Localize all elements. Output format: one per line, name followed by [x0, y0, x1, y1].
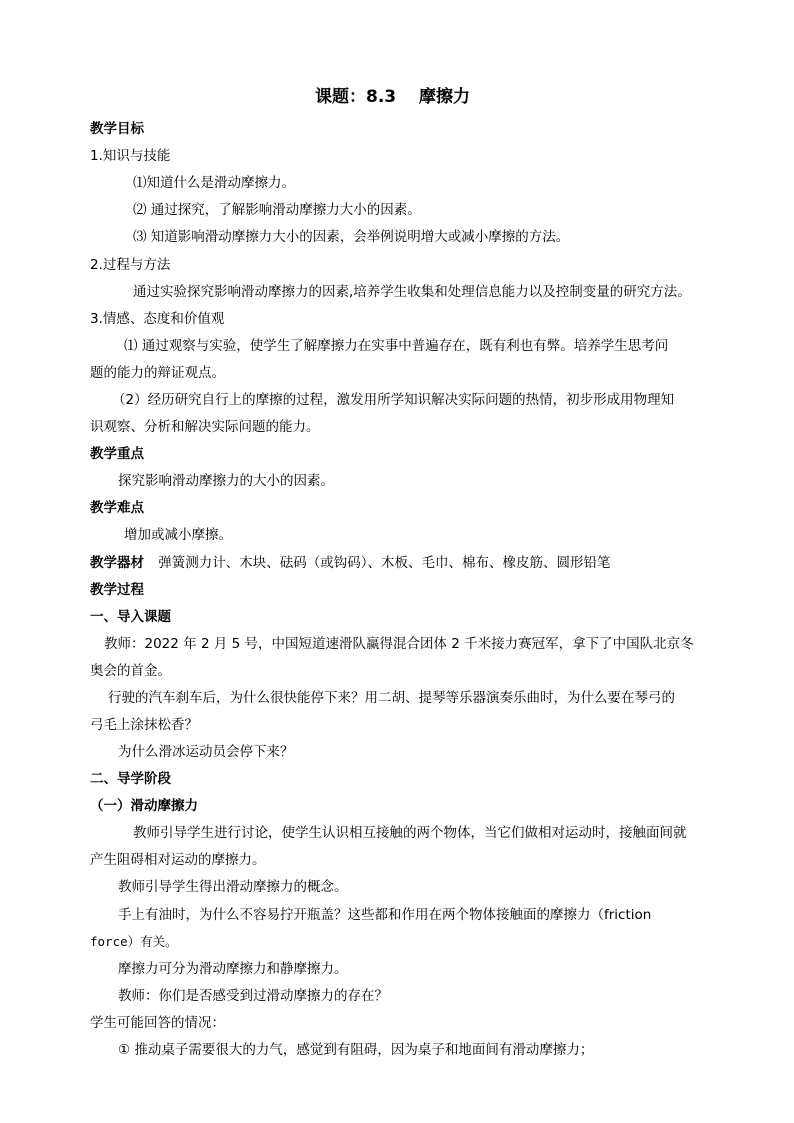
goal2-heading: 2.过程与方法	[90, 257, 171, 273]
goals-heading: 教学目标	[90, 121, 144, 137]
intro-paragraph-2-line-2: 弓毛上涂抹松香？	[90, 717, 198, 733]
intro-paragraph-3: 为什么滑冰运动员会停下来？	[118, 744, 294, 760]
goal3-paragraph-2-line-2: 识观察、分析和解决实际问题的能力。	[90, 419, 320, 435]
goal1-item-3: ⑶ 知道影响滑动摩擦力大小的因素，会举例说明增大或减小摩擦的方法。	[133, 229, 570, 245]
goal3-paragraph-1-line-1: ⑴ 通过观察与实验，使学生了解摩擦力在实事中普遍存在，既有利也有弊。培养学生思考问	[124, 338, 669, 354]
goal3-paragraph-1-line-2: 题的能力的辩证观点。	[90, 365, 225, 381]
goal3-paragraph-2-line-1: （2）经历研究自行上的摩擦的过程，激发用所学知识解决实际问题的热情，初步形成用物理知	[112, 392, 675, 408]
sliding-paragraph-3-line-1: 手上有油时，为什么不容易拧开瓶盖？这些都和作用在两个物体接触面的摩擦力（friction	[118, 907, 652, 923]
sliding-paragraph-7: ① 推动桌子需要很大的力气，感觉到有阻碍，因为桌子和地面间有滑动摩擦力；	[118, 1042, 594, 1058]
goal1-item-1: ⑴知道什么是滑动摩擦力。	[133, 175, 295, 191]
sliding-paragraph-3-line-2: force）有关。	[90, 934, 178, 949]
difficulty-heading: 教学难点	[90, 500, 144, 516]
equipment-text: 弹簧测力计、木块、砝码（或钩码）、木板、毛巾、棉布、橡皮筋、圆形铅笔	[158, 555, 611, 571]
intro-heading: 一、导入课题	[90, 609, 171, 625]
goal3-heading: 3.情感、态度和价值观	[90, 311, 225, 327]
equipment-heading: 教学器材	[90, 555, 144, 571]
intro-paragraph-1-line-2: 奥会的首金。	[90, 663, 171, 679]
key-point-heading: 教学重点	[90, 446, 144, 462]
page-title: 课题：8.3 摩擦力	[315, 87, 471, 107]
sliding-paragraph-2: 教师引导学生得出滑动摩擦力的概念。	[118, 879, 348, 895]
equipment-row	[90, 554, 611, 572]
sliding-paragraph-5: 教师：你们是否感受到过滑动摩擦力的存在？	[118, 988, 388, 1004]
key-point-text: 探究影响滑动摩擦力的大小的因素。	[118, 473, 334, 489]
goal2-text: 通过实验探究影响滑动摩擦力的因素,培养学生收集和处理信息能力以及控制变量的研究方法。	[133, 284, 691, 300]
goal1-item-2: ⑵ 通过探究，了解影响滑动摩擦力大小的因素。	[133, 202, 421, 218]
goal1-heading: 1.知识与技能	[90, 148, 171, 164]
process-heading: 教学过程	[90, 582, 144, 598]
sliding-paragraph-4: 摩擦力可分为滑动摩擦力和静摩擦力。	[118, 961, 348, 977]
sliding-paragraph-6: 学生可能回答的情况：	[90, 1015, 225, 1031]
sliding-paragraph-1-line-1: 教师引导学生进行讨论，使学生认识相互接触的两个物体，当它们做相对运动时，接触面间就	[133, 825, 687, 841]
difficulty-text: 增加或减小摩擦。	[124, 527, 232, 543]
sliding-paragraph-1-line-2: 产生阻碍相对运动的摩擦力。	[90, 852, 266, 868]
guide-heading: 二、导学阶段	[90, 771, 171, 787]
intro-paragraph-1-line-1: 教师：2022 年 2 月 5 号，中国短道速滑队赢得混合团体 2 千米接力赛冠军，拿下了中国队北京冬	[104, 636, 694, 652]
intro-paragraph-2-line-1: 行驶的汽车刹车后，为什么很快能停下来？用二胡、提琴等乐器演奏乐曲时，为什么要在琴弓的	[108, 690, 675, 706]
sliding-friction-heading: （一）滑动摩擦力	[90, 798, 198, 814]
